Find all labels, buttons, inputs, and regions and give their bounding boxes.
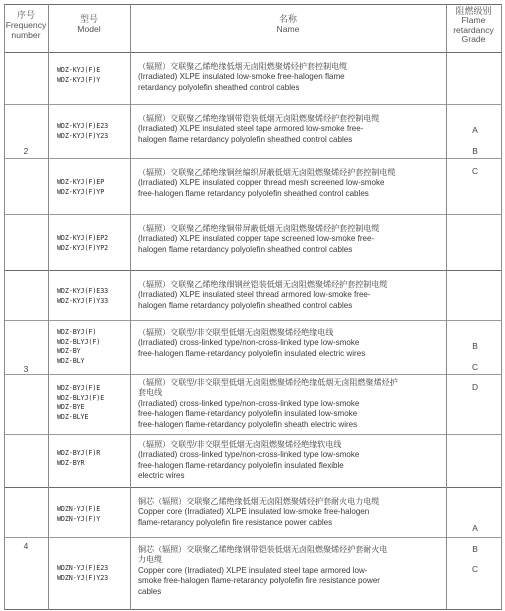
- name-line: 力电缆: [138, 555, 163, 565]
- model-code: WDZ-BYJ(F)R: [57, 449, 101, 457]
- model-code: WDZ-KYJ(F)EP2: [57, 234, 109, 242]
- name-line: free-halogen flame retardancy polyolefin sheathed control cables: [138, 188, 369, 198]
- name-cell: [138, 62, 444, 93]
- name-cell: [138, 440, 444, 482]
- name-line: （辐照）交联聚乙烯绝缘细钢丝铠装低烟无卤阻燃聚烯烃护套控制电缆: [138, 280, 388, 289]
- header-seq-en-1: Frequency: [5, 20, 47, 30]
- model-code: WDZ-BLYJ(F)E: [57, 393, 105, 402]
- model-cell: [57, 564, 125, 583]
- model-code: WDZ-BYR: [57, 458, 85, 467]
- name-line: (Irradiated) XLPE insulated steel thread armored low-smoke free-: [138, 290, 371, 300]
- model-code: WDZ-BYJ(F): [57, 328, 97, 336]
- name-line: flame-retarancy polyolefin fire resistance power cables: [138, 517, 333, 527]
- model-cell: [57, 178, 125, 197]
- model-cell: [57, 234, 125, 253]
- header-grade-cn: 阻燃级别: [455, 6, 492, 16]
- name-line: free-halogen flame-retardancy polyolefin insulated flexible: [138, 460, 344, 470]
- model-code: WDZ-BLYJ(F): [57, 337, 101, 346]
- model-code: WDZ-KYJ(F)E: [57, 66, 101, 74]
- column-divider: [446, 4, 447, 610]
- model-code: WDZN-YJ(F)Y: [57, 514, 101, 523]
- header-frequency-number: [4, 10, 48, 40]
- name-line: 铜芯（辐照）交联聚乙烯绝缘钢带铠装低烟无卤阻燃聚烯烃护套耐火电: [138, 545, 388, 554]
- model-cell: [57, 449, 125, 468]
- group-divider: [4, 270, 502, 271]
- model-cell: [57, 384, 125, 422]
- model-code: WDZ-BY: [57, 347, 81, 355]
- header-model-en: Model: [77, 24, 101, 34]
- model-code: WDZN-YJ(F)Y23: [57, 573, 109, 582]
- model-code: WDZ-BYE: [57, 403, 85, 411]
- table-top-border: [4, 4, 502, 5]
- name-line: Copper core (Irradiated) XLPE insulated low-smoke free-halogen: [138, 507, 370, 517]
- name-line: （辐照）交联型/非交联型低烟无卤阻燃聚烯烃绝缘电线: [138, 328, 334, 337]
- row-divider: [4, 158, 502, 159]
- model-cell: [57, 505, 125, 524]
- name-cell: [138, 224, 444, 255]
- name-line: (Irradiated) XLPE insulated copper thread mesh screened low-smoke: [138, 178, 385, 188]
- header-name: [130, 14, 446, 34]
- model-code: WDZ-KYJ(F)YP2: [57, 243, 109, 252]
- model-cell: [57, 66, 125, 85]
- name-cell: [138, 497, 444, 528]
- row-divider: [4, 537, 502, 538]
- name-cell: [138, 378, 444, 430]
- model-cell: [57, 287, 125, 306]
- grade-value: B: [472, 543, 478, 554]
- header-model-cn: 型号: [79, 14, 98, 24]
- model-code: WDZ-BYJ(F)E: [57, 384, 101, 392]
- frequency-number: 3: [23, 364, 29, 374]
- name-line: （辐照）交联聚乙烯绝缘钢带铠装低烟无卤阻燃聚烯烃护套控制电缆: [138, 114, 380, 123]
- model-cell: [57, 328, 125, 366]
- frequency-number: 2: [23, 146, 29, 156]
- frequency-number: 4: [23, 541, 29, 551]
- name-line: (Irradiated) cross-linked type/non-cross-linked type low-smoke: [138, 338, 360, 348]
- name-line: (Irradiated) cross-linked type/non-cross-linked type low-smoke: [138, 398, 360, 408]
- header-seq-en-2: number: [11, 30, 41, 40]
- model-code: WDZ-KYJ(F)E23: [57, 122, 109, 130]
- name-cell: [138, 545, 444, 597]
- name-line: halogen flame retardancy polyolefin sheathed control cables: [138, 300, 353, 310]
- header-bottom-border: [4, 52, 502, 53]
- row-divider: [4, 214, 502, 215]
- grade-value: A: [472, 523, 478, 533]
- name-line: halogen flame retardancy polyolefin sheathed control cables: [138, 134, 353, 144]
- model-code: WDZ-KYJ(F)E33: [57, 287, 109, 295]
- name-line: 套电线: [138, 388, 163, 398]
- name-line: （辐照）交联聚乙烯绝缘低烟无卤阻燃聚烯烃护套控制电缆: [138, 62, 348, 71]
- row-divider: [4, 434, 502, 435]
- grade-value: B: [472, 145, 478, 156]
- group-divider: [4, 487, 502, 488]
- name-line: （辐照）交联聚乙烯绝缘铜带屏蔽低烟无卤阻燃聚烯烃护套控制电缆: [138, 224, 380, 233]
- name-line: free-halogen flame-retardancy polyolefin sheath electric wires: [138, 419, 358, 429]
- name-line: halogen flame retardancy polyolefin sheathed control cables: [138, 244, 353, 254]
- name-line: 铜芯（辐照）交联聚乙烯绝缘低烟无卤阻燃聚烯烃护套耐火电力电缆: [138, 497, 380, 506]
- name-line: (Irradiated) cross-linked type/non-cross-linked type low-smoke: [138, 450, 360, 460]
- grade-value: B: [472, 341, 478, 351]
- header-model: [48, 14, 130, 34]
- model-code: WDZ-KYJ(F)Y23: [57, 131, 109, 140]
- model-code: WDZ-KYJ(F)YP: [57, 187, 105, 196]
- name-line: （辐照）交联型/非交联型低烟无卤阻燃聚烯烃绝缘软电线: [138, 440, 342, 449]
- header-seq-cn: 序号: [16, 10, 35, 20]
- name-line: retardancy polyolefin sheathed control cables: [138, 82, 300, 92]
- grade-value: C: [471, 564, 479, 574]
- column-divider: [48, 4, 49, 610]
- grade-value: A: [472, 125, 478, 135]
- row-divider: [4, 104, 502, 105]
- name-line: （辐照）交联聚乙烯绝缘铜丝编织屏蔽低烟无卤阻燃聚烯烃护套控制电缆: [138, 168, 396, 177]
- row-divider: [4, 320, 502, 321]
- grade-value: C: [471, 361, 479, 372]
- model-cell: [57, 122, 125, 141]
- header-grade-en-2: retardancy: [453, 24, 494, 35]
- column-divider: [4, 4, 5, 610]
- grade-list: [448, 120, 502, 182]
- grade-list: [448, 336, 502, 398]
- name-line: free-halogen flame-retardancy polyolefin insulated low-smoke: [138, 409, 358, 419]
- header-name-en: Name: [276, 24, 300, 34]
- name-cell: [138, 114, 444, 145]
- model-code: WDZ-BLY: [57, 356, 85, 365]
- name-cell: [138, 168, 444, 199]
- name-line: Copper core (Irradiated) XLPE insulated steel tape armored low-: [138, 565, 368, 575]
- name-line: cables: [138, 586, 162, 596]
- grade-list: [448, 518, 502, 580]
- model-code: WDZN-YJ(F)E23: [57, 564, 109, 572]
- grade-value: C: [471, 166, 479, 176]
- header-grade-en-1: Flame: [461, 15, 486, 26]
- model-code: WDZ-KYJ(F)Y: [57, 75, 101, 84]
- name-line: (Irradiated) XLPE insulated copper tape screened low-smoke free-: [138, 234, 375, 244]
- row-divider: [4, 374, 502, 375]
- name-line: electric wires: [138, 471, 185, 481]
- model-code: WDZ-KYJ(F)EP: [57, 178, 105, 186]
- header-name-cn: 名称: [278, 14, 297, 24]
- name-line: free-halogen flame-retardancy polyolefin insulated electric wires: [138, 348, 366, 358]
- header-grade: [446, 7, 501, 45]
- name-line: （辐照）交联型/非交联型低烟无卤阻燃聚烯烃绝缘低烟无卤阻燃聚烯烃护: [138, 378, 398, 387]
- name-line: (Irradiated) XLPE insulated low-smoke free-halogen flame: [138, 72, 345, 82]
- model-code: WDZ-KYJ(F)Y33: [57, 296, 109, 305]
- table-bottom-border: [4, 609, 502, 610]
- name-cell: [138, 280, 444, 311]
- header-grade-en-3: Grade: [461, 34, 486, 45]
- model-code: WDZN-YJ(F)E: [57, 505, 101, 513]
- name-cell: [138, 328, 444, 359]
- name-line: (Irradiated) XLPE insulated steel tape armored low-smoke free-: [138, 124, 364, 134]
- column-divider: [130, 4, 131, 610]
- model-code: WDZ-BLYE: [57, 412, 89, 421]
- grade-value: D: [471, 382, 479, 392]
- name-line: smoke free-halogen flame-retarancy polyolefin fire resistance power: [138, 576, 380, 586]
